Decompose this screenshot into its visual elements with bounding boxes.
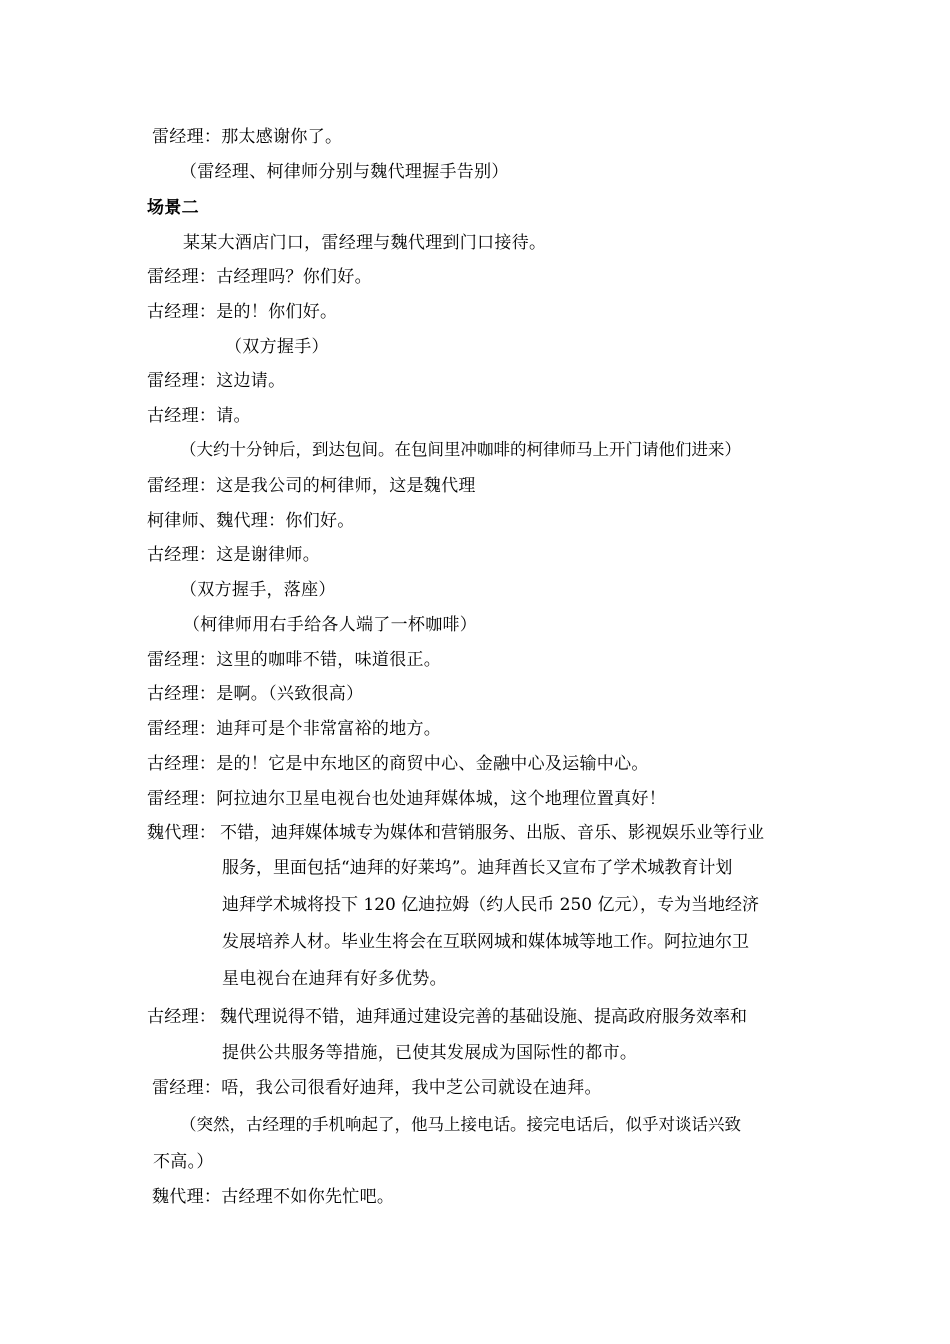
speech-line: 迪拜学术城将投下 120 亿迪拉姆（约人民币 250 亿元），专为当地经济 (222, 895, 760, 915)
speech-line: 服务，里面包括“迪拜的好莱坞”。迪拜酋长又宣布了学术城教育计划 (222, 858, 733, 878)
dialogue-line: 雷经理：唔，我公司很看好迪拜，我中芝公司就设在迪拜。 (152, 1078, 602, 1098)
scene-description: 某某大酒店门口，雷经理与魏代理到门口接待。 (183, 233, 547, 253)
dialogue-line: 雷经理：这里的咖啡不错，味道很正。 (147, 650, 442, 670)
stage-direction: 不高。） (153, 1152, 214, 1172)
dialogue-line: 雷经理：迪拜可是个非常富裕的地方。 (147, 719, 442, 739)
dialogue-line: 柯律师、魏代理：你们好。 (147, 511, 355, 531)
dialogue-line: 雷经理：阿拉迪尔卫星电视台也处迪拜媒体城，这个地理位置真好！ (147, 789, 666, 809)
dialogue-line: 雷经理：这是我公司的柯律师，这是魏代理 (147, 476, 476, 496)
stage-direction: （双方握手，落座） (180, 580, 336, 600)
speech-line: 不错，迪拜媒体城专为媒体和营销服务、出版、音乐、影视娱乐业等行业 (220, 823, 764, 843)
speaker-label: 魏代理： (147, 823, 217, 843)
speech-line: 星电视台在迪拜有好多优势。 (222, 969, 447, 989)
stage-direction: （雷经理、柯律师分别与魏代理握手告别） (180, 162, 509, 182)
speech-line: 提供公共服务等措施，已使其发展成为国际性的都市。 (222, 1043, 638, 1063)
speech-line: 发展培养人材。毕业生将会在互联网城和媒体城等地工作。阿拉迪尔卫 (222, 932, 749, 952)
stage-direction: （双方握手） (225, 337, 329, 357)
stage-direction: （突然，古经理的手机响起了，他马上接电话。接完电话后，似乎对谈话兴致 (180, 1115, 741, 1134)
speaker-label: 古经理： (147, 1007, 217, 1027)
dialogue-line: 古经理：是的！你们好。 (147, 302, 338, 322)
dialogue-line: 魏代理：古经理不如你先忙吧。 (152, 1187, 395, 1207)
dialogue-line: 古经理：请。 (147, 406, 251, 426)
dialogue-line: 雷经理：那太感谢你了。 (152, 127, 343, 147)
stage-direction: （大约十分钟后，到达包间。在包间里冲咖啡的柯律师马上开门请他们进来） (180, 440, 741, 459)
scene-heading: 场景二 (147, 198, 199, 218)
dialogue-line: 古经理：是的！它是中东地区的商贸中心、金融中心及运输中心。 (147, 754, 649, 774)
stage-direction: （柯律师用右手给各人端了一杯咖啡） (183, 615, 478, 635)
dialogue-line: 古经理：是啊。（兴致很高） (147, 684, 364, 704)
speech-line: 魏代理说得不错，迪拜通过建设完善的基础设施、提高政府服务效率和 (220, 1007, 747, 1027)
dialogue-line: 雷经理：这边请。 (147, 371, 286, 391)
dialogue-line: 古经理：这是谢律师。 (147, 545, 320, 565)
dialogue-line: 雷经理：古经理吗？你们好。 (147, 267, 372, 287)
